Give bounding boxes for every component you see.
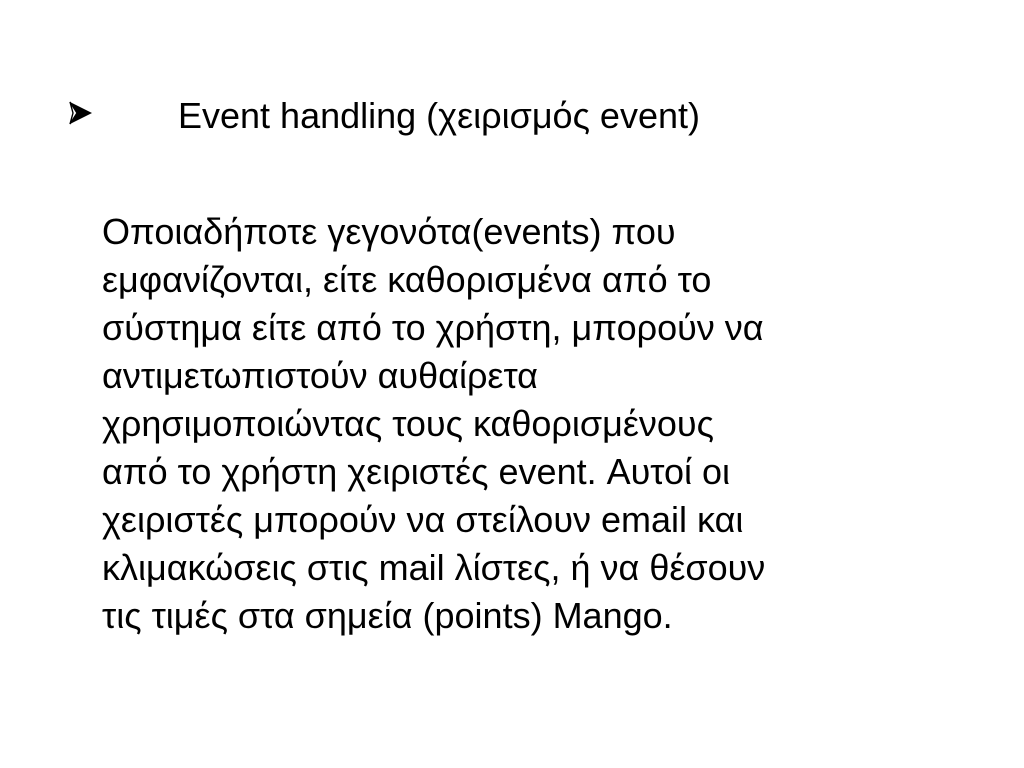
body-line: Οποιαδήποτε γεγονότα(events) που (102, 211, 676, 252)
body-line: τις τιμές στα σημεία (points) Mango. (102, 595, 673, 636)
bullet-heading-text: Event handling (χειρισμός event) (178, 95, 700, 136)
body-line: χειριστές μπορούν να στείλουν email και (102, 499, 744, 540)
body-line: αντιμετωπιστούν αυθαίρετα (102, 355, 538, 396)
body-line: χρησιμοποιώντας τους καθορισμένους (102, 403, 714, 444)
bullet-heading-row (68, 86, 968, 146)
body-line: σύστημα είτε από το χρήστη, μπορούν να (102, 307, 764, 348)
body-paragraph (102, 208, 982, 640)
body-line: εμφανίζονται, είτε καθορισμένα από το (102, 259, 712, 300)
arrowhead-bullet-icon (68, 100, 94, 126)
body-line: κλιμακώσεις στις mail λίστες, ή να θέσουν (102, 547, 766, 588)
body-line: από το χρήστη χειριστές event. Αυτοί οι (102, 451, 731, 492)
